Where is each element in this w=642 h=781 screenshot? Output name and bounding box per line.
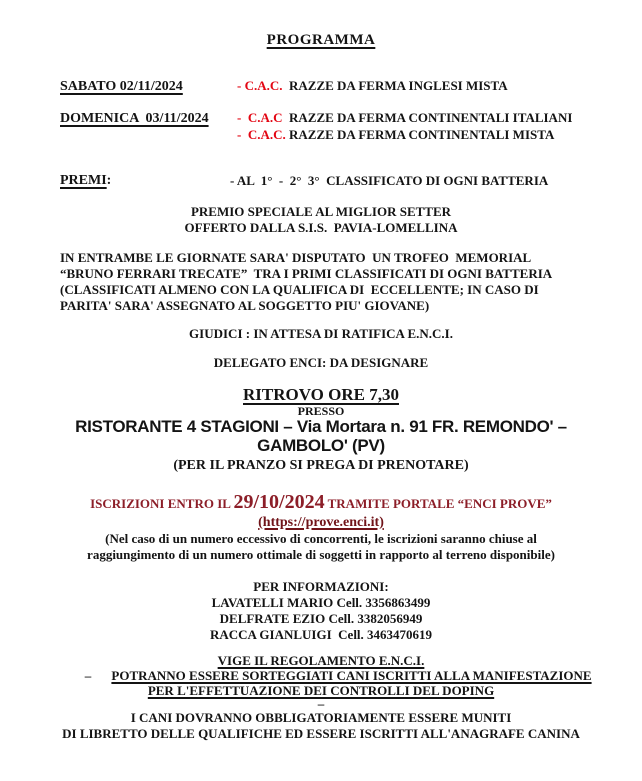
prizes-label-text: PREMI xyxy=(60,173,107,188)
sunday-entry-1 xyxy=(237,110,642,127)
lunch-booking-note: (PER IL PRANZO SI PREGA DI PRENOTARE) xyxy=(173,458,469,473)
saturday-entry-1 xyxy=(237,78,642,95)
enci-regulation-title xyxy=(0,653,642,668)
contact-delfrate: DELFRATE EZIO Cell. 3382056949 xyxy=(219,611,423,626)
race-category-text: RAZZE DA FERMA CONTINENTALI ITALIANI xyxy=(282,110,573,125)
final-requirement-line2: DI LIBRETTO DELLE QUALIFICHE ED ESSERE ISCRITTI ALL'ANAGRAFE CANINA xyxy=(62,726,580,741)
info-header: PER INFORMAZIONI: xyxy=(253,579,389,594)
doping-draw-line xyxy=(0,668,642,683)
final-requirement-line1: I CANI DOVRANNO OBBLIGATORIAMENTE ESSERE MUNITI xyxy=(130,710,512,725)
page-title xyxy=(0,31,642,50)
meeting-time-text: RITROVO ORE 7,30 xyxy=(243,385,399,404)
enci-delegate-line: DELEGATO ENCI: DA DESIGNARE xyxy=(213,355,429,370)
doping-draw-text xyxy=(101,668,642,683)
trophy-line-1: IN ENTRAMBE LE GIORNATE SARA' DISPUTATO UN TROFEO MEMORIAL xyxy=(60,250,532,265)
race-category-text: RAZZE DA FERMA INGLESI MISTA xyxy=(282,78,508,93)
presso-label: PRESSO xyxy=(297,404,345,418)
cac-marker: - C.A.C. xyxy=(237,126,286,142)
registration-note-line2: raggiungimento di un numero ottimale di soggetti in rapporto al terreno disponibile) xyxy=(87,547,555,562)
sunday-date-label: DOMENICA 03/11/2024 xyxy=(60,111,209,126)
prizes-label xyxy=(60,172,230,189)
list-dash: – xyxy=(84,668,92,683)
cac-marker: - C.A.C xyxy=(237,110,283,125)
judges-line: GIUDICI : IN ATTESA DI RATIFICA E.N.C.I. xyxy=(189,326,453,341)
restaurant-address-line1: RISTORANTE 4 STAGIONI – Via Mortara n. 91 FR. REMONDO' – xyxy=(75,417,567,436)
trophy-line-3: (CLASSIFICATI ALMENO CON LA QUALIFICA DI ECCELLENTE; IN CASO DI xyxy=(60,282,539,297)
registration-deadline-line xyxy=(0,491,642,515)
enci-regulation-title-text: VIGE IL REGOLAMENTO E.N.C.I. xyxy=(217,653,425,668)
contact-lavatelli: LAVATELLI MARIO Cell. 3356863499 xyxy=(211,595,431,610)
trophy-line-4: PARITA' SARA' ASSEGNATO AL SOGGETTO PIU' GIOVANE) xyxy=(60,298,430,313)
cac-marker: - C.A.C. xyxy=(237,78,283,93)
registration-prefix: ISCRIZIONI ENTRO IL xyxy=(90,496,234,511)
special-prize-line1: PREMIO SPECIALE AL MIGLIOR SETTER xyxy=(190,204,452,219)
final-requirements-block xyxy=(0,710,642,742)
program-document-page xyxy=(0,31,642,781)
registration-note-line1: (Nel caso di un numero eccessivo di concorrenti, le iscrizioni saranno chiuse al xyxy=(105,531,537,546)
registration-suffix: TRAMITE PORTALE “ENCI PROVE” xyxy=(324,496,552,511)
memorial-trophy-paragraph xyxy=(0,250,642,314)
page-title-text: PROGRAMMA xyxy=(266,32,376,48)
sunday-entries xyxy=(237,110,642,143)
saturday-date-label: SABATO 02/11/2024 xyxy=(60,79,183,94)
separator-dash: – xyxy=(317,696,325,711)
prizes-text: - AL 1° - 2° 3° CLASSIFICATO DI OGNI BATTERIA xyxy=(230,173,549,188)
enci-portal-link[interactable]: (https://prove.enci.it) xyxy=(258,515,384,530)
race-category-text: RAZZE DA FERMA CONTINENTALI MISTA xyxy=(285,126,555,142)
registration-deadline-date: 29/10/2024 xyxy=(233,491,325,513)
enci-link-row xyxy=(0,515,642,531)
schedule-row-saturday xyxy=(0,78,642,95)
doping-draw-text-inner: POTRANNO ESSERE SORTEGGIATI CANI ISCRITTI ALLA MANIFESTAZIONE xyxy=(111,668,592,683)
contact-racca: RACCA GIANLUIGI Cell. 3463470619 xyxy=(209,627,433,642)
regulations-block xyxy=(0,653,642,742)
trophy-line-2: “BRUNO FERRARI TRECATE” TRA I PRIMI CLASSIFICATI DI OGNI BATTERIA xyxy=(60,266,553,281)
contact-info-block xyxy=(0,579,642,643)
prizes-label-colon: : xyxy=(106,173,112,188)
sunday-entry-2 xyxy=(237,127,642,144)
saturday-entries xyxy=(237,78,642,95)
restaurant-address-line2: GAMBOLO' (PV) xyxy=(257,435,385,455)
special-prize-line2: OFFERTO DALLA S.I.S. PAVIA-LOMELLINA xyxy=(184,220,458,235)
special-prize-block xyxy=(0,204,642,236)
schedule-row-sunday xyxy=(0,110,642,143)
meeting-time-title xyxy=(0,384,642,405)
prizes-row xyxy=(0,172,642,189)
doping-control-text: PER L'EFFETTUAZIONE DEI CONTROLLI DEL DOPING xyxy=(147,683,495,698)
